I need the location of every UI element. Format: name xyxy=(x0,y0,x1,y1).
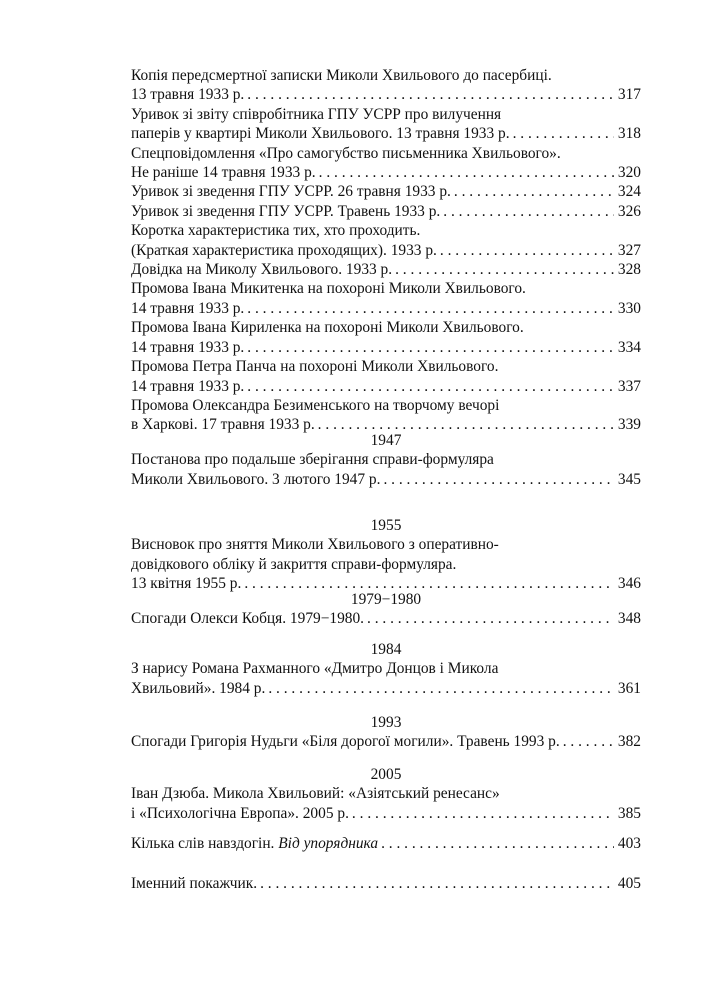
toc-entry-title-end xyxy=(131,804,349,823)
toc-section-1979-1980 xyxy=(131,590,641,629)
dot-leader xyxy=(440,241,614,260)
toc-entry-title-text: 14 травня 1933 р. xyxy=(131,338,245,356)
toc-entry-title-text: Довідка на Миколу Хвильового. 1933 р. xyxy=(131,261,393,279)
toc-page-number: 361 xyxy=(617,679,641,697)
toc-entry-title-end xyxy=(131,241,437,260)
dot-leader xyxy=(247,338,614,357)
dot-leader xyxy=(247,85,614,104)
toc-entry-title-line: Промова Петра Панча на похороні Миколи Хвильового. xyxy=(131,358,499,376)
toc-entry-last-line xyxy=(131,377,641,396)
dot-leader xyxy=(247,377,614,396)
toc-entry-title-text: (Краткая характеристика проходящих). 1933 р. xyxy=(131,241,437,259)
toc-entry xyxy=(131,396,641,435)
toc-entry-last-line xyxy=(131,202,641,221)
toc-entry-title-text: Не раніше 14 травня 1933 р. xyxy=(131,164,316,182)
toc-entry-title-end xyxy=(131,182,451,201)
toc-page-number: 327 xyxy=(617,241,641,259)
toc-entry-title-line: Промова Івана Кириленка на похороні Миколи Хвильового. xyxy=(131,319,524,337)
toc-entry xyxy=(131,874,641,893)
toc-entry-last-line xyxy=(131,732,641,751)
toc-section-1993 xyxy=(131,713,641,752)
toc-entry-title-text: Хвильовий». 1984 р. xyxy=(131,679,266,697)
toc-entry xyxy=(131,659,641,698)
toc-entry-last-line xyxy=(131,338,641,357)
toc-entry xyxy=(131,357,641,396)
dot-leader xyxy=(381,834,614,853)
toc-entry-title-line: З нарису Романа Рахманного «Дмитро Донцов і Микола xyxy=(131,660,499,678)
toc-page-number: 334 xyxy=(617,338,641,356)
toc-entry-title-line: Іван Дзюба. Микола Хвильовий: «Азіятський ренесанс» xyxy=(131,785,500,803)
toc-entry-title-end xyxy=(131,299,244,318)
toc-entry-title-text: в Харкові. 17 травня 1933 р. xyxy=(131,416,315,434)
dot-leader xyxy=(268,679,614,698)
toc-entry-last-line xyxy=(131,163,641,182)
dot-leader xyxy=(563,732,614,751)
toc-entry-title-text: Кілька слів навздогін. xyxy=(131,835,275,852)
dot-leader xyxy=(352,804,614,823)
toc-entry-title-line: Уривок зі звіту співробітника ГПУ УСРР про вилучення xyxy=(131,105,502,123)
toc-entry-title-end xyxy=(131,834,378,853)
toc-entry-last-line xyxy=(131,609,641,628)
toc-page-number: 405 xyxy=(617,875,641,892)
toc-entry-title-text: Уривок зі зведення ГПУ УСРР. 26 травня 1933 р. xyxy=(131,183,451,201)
toc-entry-italic-text: Від упорядника xyxy=(278,835,379,852)
toc-page-number: 328 xyxy=(617,261,641,279)
toc-page-number: 339 xyxy=(617,416,641,434)
year-heading: 1979−1980 xyxy=(350,591,422,608)
toc-entry-last-line xyxy=(131,241,641,260)
toc-entry-title-end xyxy=(131,874,257,893)
toc-entry-title-line: Постанова про подальше зберігання справи-формуляра xyxy=(131,451,494,469)
toc-entry-title-end xyxy=(131,732,560,751)
toc-entry-last-line xyxy=(131,874,641,893)
toc-page-number: 403 xyxy=(617,835,641,852)
toc-entry xyxy=(131,279,641,318)
toc-entry-title-line: довідкового обліку й закриття справи-формуляра. xyxy=(131,555,457,573)
dot-leader xyxy=(247,299,614,318)
dot-leader xyxy=(395,260,614,279)
toc-page-number: 318 xyxy=(617,125,641,143)
toc-entry-title-end xyxy=(131,679,265,698)
toc-entry-last-line xyxy=(131,470,641,489)
toc-section-1933 xyxy=(131,66,641,435)
toc-entry-title-text: Спогади Олекси Кобця. 1979−1980. xyxy=(131,610,365,628)
toc-entry-title-text: 13 квітня 1955 р. xyxy=(131,575,242,593)
toc-section-afterword xyxy=(131,834,641,853)
toc-entry-title-end xyxy=(131,163,316,182)
dot-leader xyxy=(383,470,613,489)
toc-entry-title-end xyxy=(131,260,392,279)
toc-section-index xyxy=(131,874,641,893)
year-heading: 2005 xyxy=(370,766,402,783)
toc-entry-last-line xyxy=(131,182,641,201)
toc-entry xyxy=(131,609,641,628)
toc-entry-last-line xyxy=(131,834,641,853)
toc-entry-title-text: Миколи Хвильового. 3 лютого 1947 р. xyxy=(131,470,381,488)
toc-entry-title-line: Висновок про зняття Миколи Хвильового з оперативно- xyxy=(131,536,499,554)
toc-entry xyxy=(131,66,641,105)
toc-entry-title-end xyxy=(131,470,380,489)
toc-entry-title-text: паперів у квартирі Миколи Хвильового. 13 травня 1933 р. xyxy=(131,125,510,143)
toc-page-number: 385 xyxy=(617,804,641,822)
dot-leader xyxy=(443,202,614,221)
toc-section-1955 xyxy=(131,516,641,594)
toc-entry-title-end xyxy=(131,338,244,357)
toc-page-number: 324 xyxy=(617,183,641,201)
toc-entry-title-end xyxy=(131,377,244,396)
toc-entry-last-line xyxy=(131,804,641,823)
toc-page-number: 326 xyxy=(617,202,641,220)
toc-entry xyxy=(131,221,641,260)
toc-page-number: 317 xyxy=(617,86,641,104)
toc-entry xyxy=(131,202,641,221)
toc-page-number: 382 xyxy=(617,733,641,751)
toc-entry-title-text: 13 травня 1933 р. xyxy=(131,86,245,104)
toc-entry xyxy=(131,535,641,593)
toc-entry-title-line: Копія передсмертної записки Миколи Хвильового до пасербиці. xyxy=(131,67,552,84)
dot-leader xyxy=(513,124,614,143)
toc-page-number: 345 xyxy=(617,470,641,488)
toc-section-2005 xyxy=(131,765,641,823)
toc-page-number: 330 xyxy=(617,299,641,317)
year-heading: 1955 xyxy=(370,517,402,534)
toc-entry-title-line: Промова Олександра Безименського на творчому вечорі xyxy=(131,396,500,414)
toc-entry xyxy=(131,732,641,751)
toc-entry-title-line: Коротка характеристика тих, хто проходить. xyxy=(131,222,421,240)
toc-entry xyxy=(131,784,641,823)
toc-entry-title-text: і «Психологічна Европа». 2005 р. xyxy=(131,804,349,822)
toc-entry-last-line xyxy=(131,260,641,279)
toc-entry-title-end xyxy=(131,609,364,628)
toc-entry-title-end xyxy=(131,124,510,143)
dot-leader xyxy=(454,182,614,201)
toc-page-number: 337 xyxy=(617,377,641,395)
toc-page-number: 348 xyxy=(617,610,641,628)
toc-section-1947 xyxy=(131,431,641,489)
toc-entry-title-text: 14 травня 1933 р. xyxy=(131,377,245,395)
toc-entry xyxy=(131,450,641,489)
toc-page-number: 346 xyxy=(617,575,641,593)
toc-entry-title-end xyxy=(131,202,440,221)
toc-entry-last-line xyxy=(131,299,641,318)
dot-leader xyxy=(260,874,614,893)
toc-entry-last-line xyxy=(131,679,641,698)
toc-entry-title-end xyxy=(131,85,244,104)
year-heading: 1993 xyxy=(370,714,402,731)
toc-entry-title-line: Спецповідомлення «Про самогубство письменника Хвильового». xyxy=(131,144,561,162)
year-heading: 1947 xyxy=(370,432,402,449)
toc-entry-title-text: Уривок зі зведення ГПУ УСРР. Травень 1933 р. xyxy=(131,202,441,220)
toc-entry-title-line: Промова Івана Микитенка на похороні Миколи Хвильового. xyxy=(131,280,526,298)
toc-entry xyxy=(131,834,641,853)
toc-entry-last-line xyxy=(131,85,641,104)
dot-leader xyxy=(319,163,614,182)
year-heading: 1984 xyxy=(370,641,402,658)
toc-entry-title-text: Спогади Григорія Нудьги «Біля дорогої могили». Травень 1993 р. xyxy=(131,733,560,751)
toc-entry xyxy=(131,260,641,279)
toc-page-number: 320 xyxy=(617,164,641,182)
toc-entry-title-text: Іменний покажчик. xyxy=(131,875,258,892)
toc-entry xyxy=(131,318,641,357)
dot-leader xyxy=(367,609,614,628)
toc-entry-last-line xyxy=(131,124,641,143)
toc-entry xyxy=(131,182,641,201)
toc-entry-title-text: 14 травня 1933 р. xyxy=(131,299,245,317)
toc-entry xyxy=(131,105,641,144)
toc-entry xyxy=(131,144,641,183)
toc-section-1984 xyxy=(131,640,641,698)
